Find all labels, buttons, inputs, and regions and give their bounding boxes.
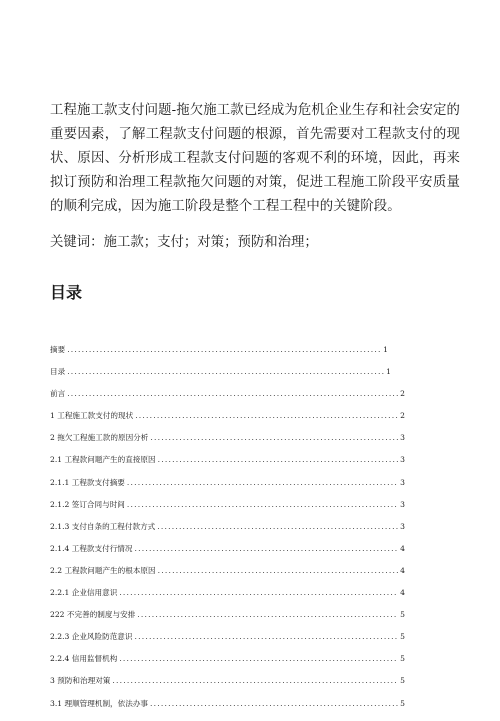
toc-leader-dots — [158, 455, 399, 465]
toc-entry-label: 2.2 工程款问题产生的根本原因 — [50, 565, 156, 575]
toc-entry[interactable] — [50, 544, 405, 566]
toc-leader-dots — [135, 632, 399, 642]
toc-heading: 目录 — [50, 283, 83, 302]
toc-entry[interactable] — [50, 522, 405, 544]
toc-entry-label: 3 预防和治理对策 — [50, 676, 111, 686]
toc-leader-dots — [119, 588, 398, 598]
toc-entry-page: 3 — [400, 477, 405, 487]
toc-leader-dots — [137, 610, 398, 620]
toc-leader-dots — [135, 544, 399, 554]
toc-entry[interactable] — [50, 500, 405, 522]
toc-entry[interactable] — [50, 367, 391, 389]
toc-entry-page: 1 — [386, 367, 391, 377]
toc-entry-label: 摘要 — [50, 345, 66, 354]
toc-entry[interactable] — [50, 345, 388, 367]
toc-entry-label: 2.1.3 支付自条的工程付款方式 — [50, 521, 156, 531]
toc-entry-page: 5 — [400, 698, 405, 708]
toc-entry[interactable] — [50, 389, 405, 411]
toc-entry[interactable] — [50, 566, 405, 588]
toc-leader-dots — [150, 433, 398, 443]
toc-entry-page: 4 — [400, 588, 405, 598]
toc-entry[interactable] — [50, 455, 405, 477]
toc-leader-dots — [67, 389, 398, 399]
toc-entry-label: 2 拖欠工程施工款的原因分析 — [50, 433, 149, 443]
toc-entry-page: 3 — [400, 521, 405, 531]
toc-entry-page: 4 — [400, 543, 405, 553]
toc-entry-page: 3 — [400, 455, 405, 465]
toc-leader-dots — [67, 367, 384, 377]
toc-entry-page: 4 — [400, 565, 405, 575]
toc-leader-dots — [127, 500, 398, 510]
toc-entry[interactable] — [50, 699, 405, 721]
toc-leader-dots — [157, 522, 398, 532]
toc-entry-page: 5 — [400, 676, 405, 686]
toc-leader-dots — [158, 566, 399, 576]
toc-entry[interactable] — [50, 411, 405, 433]
toc-leader-dots — [112, 676, 398, 686]
toc-entry-label: 222 不完善的制度与安排 — [50, 610, 136, 620]
toc-entry-page: 3 — [400, 433, 405, 443]
toc-entry-label: 3.1 理顺管理机制，依法办事 — [50, 698, 149, 708]
toc-entry-page: 1 — [383, 345, 388, 354]
toc-leader-dots — [119, 654, 398, 664]
toc-entry-label: 2.1.4 工程款支付行情况 — [50, 543, 133, 553]
toc-entry-label: 2.2.3 企业风险防范意识 — [50, 632, 133, 642]
toc-entry-label: 前言 — [50, 389, 66, 399]
toc-entry[interactable] — [50, 478, 405, 500]
toc-entry[interactable] — [50, 654, 405, 676]
toc-entry-page: 5 — [400, 610, 405, 620]
toc-leader-dots — [127, 478, 398, 488]
toc-entry-label: 2.2.4 信用监督机构 — [50, 654, 118, 664]
toc-leader-dots — [67, 345, 381, 355]
abstract-paragraph: 工程施工款支付问题-拖欠施工款已经成为危机企业生存和社会安定的重要因素，了解工程款支付问题的根源，首先需要对工程款支付的现状、原因、分析形成工程款支付问题的客观不利的环境，因此，再来拟订预防和治理工程款拖欠问题的对策，促进工程施工阶段平安质量的顺利完成，因为施工阶段是整个工程工程中的关键阶段。 — [50, 103, 460, 214]
toc-entry[interactable] — [50, 676, 405, 698]
toc-entry-label: 目录 — [50, 367, 66, 377]
toc-entry[interactable] — [50, 632, 405, 654]
toc-entry-page: 3 — [400, 499, 405, 509]
toc-leader-dots — [150, 699, 398, 709]
toc-entry-label: 1 工程施工款支付的现状 — [50, 411, 134, 421]
toc-entry[interactable] — [50, 610, 405, 632]
toc-entry-page: 2 — [400, 411, 405, 421]
toc-entry-page: 2 — [400, 389, 405, 399]
table-of-contents — [50, 345, 405, 721]
toc-entry[interactable] — [50, 433, 405, 455]
toc-leader-dots — [135, 411, 398, 421]
toc-entry[interactable] — [50, 588, 405, 610]
toc-entry-label: 2.1 工程款问题产生的直接原因 — [50, 455, 156, 465]
toc-entry-page: 5 — [400, 632, 405, 642]
toc-entry-label: 2.1.1 工程款支付摘要 — [50, 477, 125, 487]
toc-entry-label: 2.1.2 签订合同与时间 — [50, 499, 125, 509]
toc-entry-page: 5 — [400, 654, 405, 664]
keywords-line: 关键词：施工款；支付；对策；预防和治理； — [50, 235, 318, 250]
toc-entry-label: 2.2.1 企业信用意识 — [50, 588, 118, 598]
